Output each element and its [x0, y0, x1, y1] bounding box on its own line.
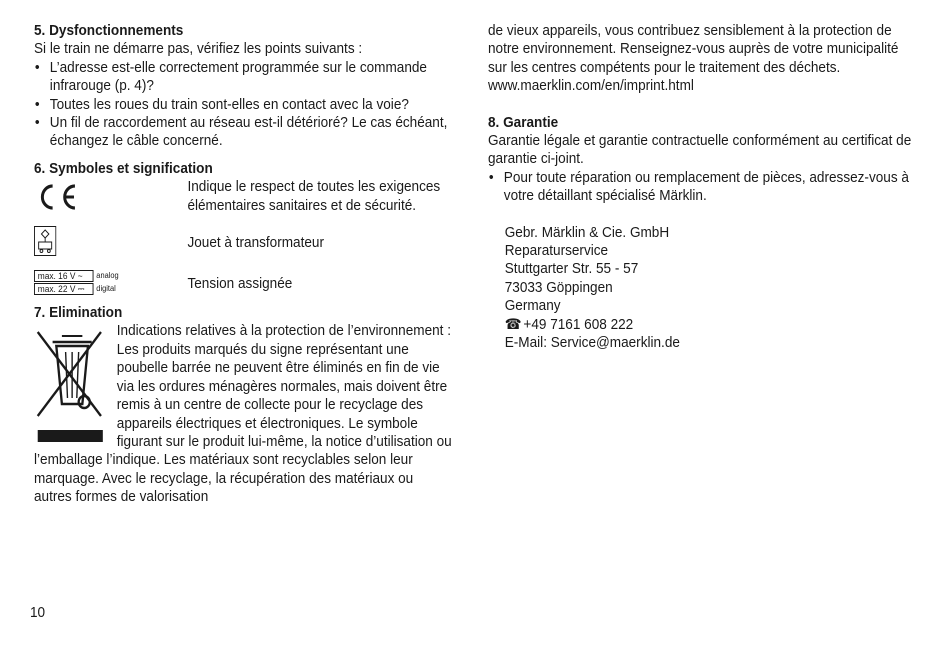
bullet-list [488, 169, 913, 206]
list-item: • Pour toute réparation ou remplacement de pièces, adressez-vous à votre détaillant spécialisé Märklin. [488, 169, 913, 206]
department: Reparaturservice [504, 243, 609, 260]
section-symbols [34, 160, 452, 295]
list-item: • Un fil de raccordement au réseau est-il détérioré? Le cas échéant, échangez le câble concerné. [34, 114, 452, 151]
warranty-text: Garantie légale et garantie contractuelle conformément au certificat de garantie ci-joint. [488, 133, 912, 168]
left-column [34, 22, 452, 507]
voltage-rating-icon [34, 270, 187, 295]
street: Stuttgarter Str. 55 - 57 [504, 261, 639, 278]
symbol-row-ce [34, 178, 452, 217]
list-item: • Toutes les roues du train sont-elles en contact avec la voie? [34, 96, 452, 114]
imprint-url: www.maerklin.com/en/imprint.html [488, 78, 694, 95]
symbol-row-toy [34, 226, 452, 261]
section-disposal [34, 304, 452, 506]
intro-text: Si le train ne démarre pas, vérifiez les points suivants : [34, 41, 363, 58]
page-number: 10 [30, 605, 46, 621]
city: 73033 Göppingen [504, 279, 613, 296]
voltage-analog: max. 16 V ~ [34, 270, 94, 282]
telephone-icon: ☎ [504, 316, 522, 333]
bullet-list [34, 59, 452, 151]
right-column [488, 22, 913, 353]
disposal-text-continued: de vieux appareils, vous contribuez sensiblement à la protection de notre environnement. Renseignez-vous auprès de votre municipalité sur les centres compétents pour le traitement des déchets. [488, 23, 899, 76]
list-item: • L’adresse est-elle correctement programmée sur le commande infrarouge (p. 4)? [34, 59, 452, 96]
email: E-Mail: Service@maerklin.de [504, 335, 680, 352]
section-warranty [488, 114, 913, 353]
symbol-description: Jouet à transformateur [187, 234, 325, 251]
phone-number: +49 7161 608 222 [523, 316, 634, 333]
crossed-out-bin-icon [34, 324, 112, 444]
ce-mark-icon [34, 178, 187, 217]
symbol-row-voltage [34, 270, 452, 295]
voltage-analog-label: analog [96, 270, 119, 280]
symbol-description: Indique le respect de toutes les exigences élémentaires sanitaires et de sécurité. [187, 179, 441, 214]
section-heading: 8. Garantie [488, 114, 559, 131]
disposal-text: Indications relatives à la protection de l’environnement : Les produits marqués du signe représentant une poubelle barrée ne peuvent être éliminés en fin de vie via les ordures ménagères normales, mais doivent être remis à un centre de collecte pour le recyclage des appareils électriques et électroniques. Le symbole figurant sur le produit lui-même, la notice d’utilisation ou l’emballage l’indique. Les matériaux sont recyclables selon leur marquage. Avec le recyclage, la récupération des matériaux ou autres formes de valorisation [34, 323, 452, 506]
section-heading: 6. Symboles et signification [34, 160, 213, 177]
service-address [488, 224, 913, 353]
company-name: Gebr. Märklin & Cie. GmbH [504, 224, 670, 241]
section-heading: 5. Dysfonctionnements [34, 23, 184, 39]
transformer-toy-icon [34, 226, 187, 261]
section-malfunctions [34, 22, 452, 151]
symbol-description: Tension assignée [187, 276, 293, 293]
country: Germany [504, 298, 561, 315]
section-heading: 7. Elimination [34, 305, 123, 322]
voltage-digital: max. 22 V ⎓ [34, 283, 94, 295]
voltage-digital-label: digital [96, 283, 116, 293]
phone-line [505, 316, 913, 334]
